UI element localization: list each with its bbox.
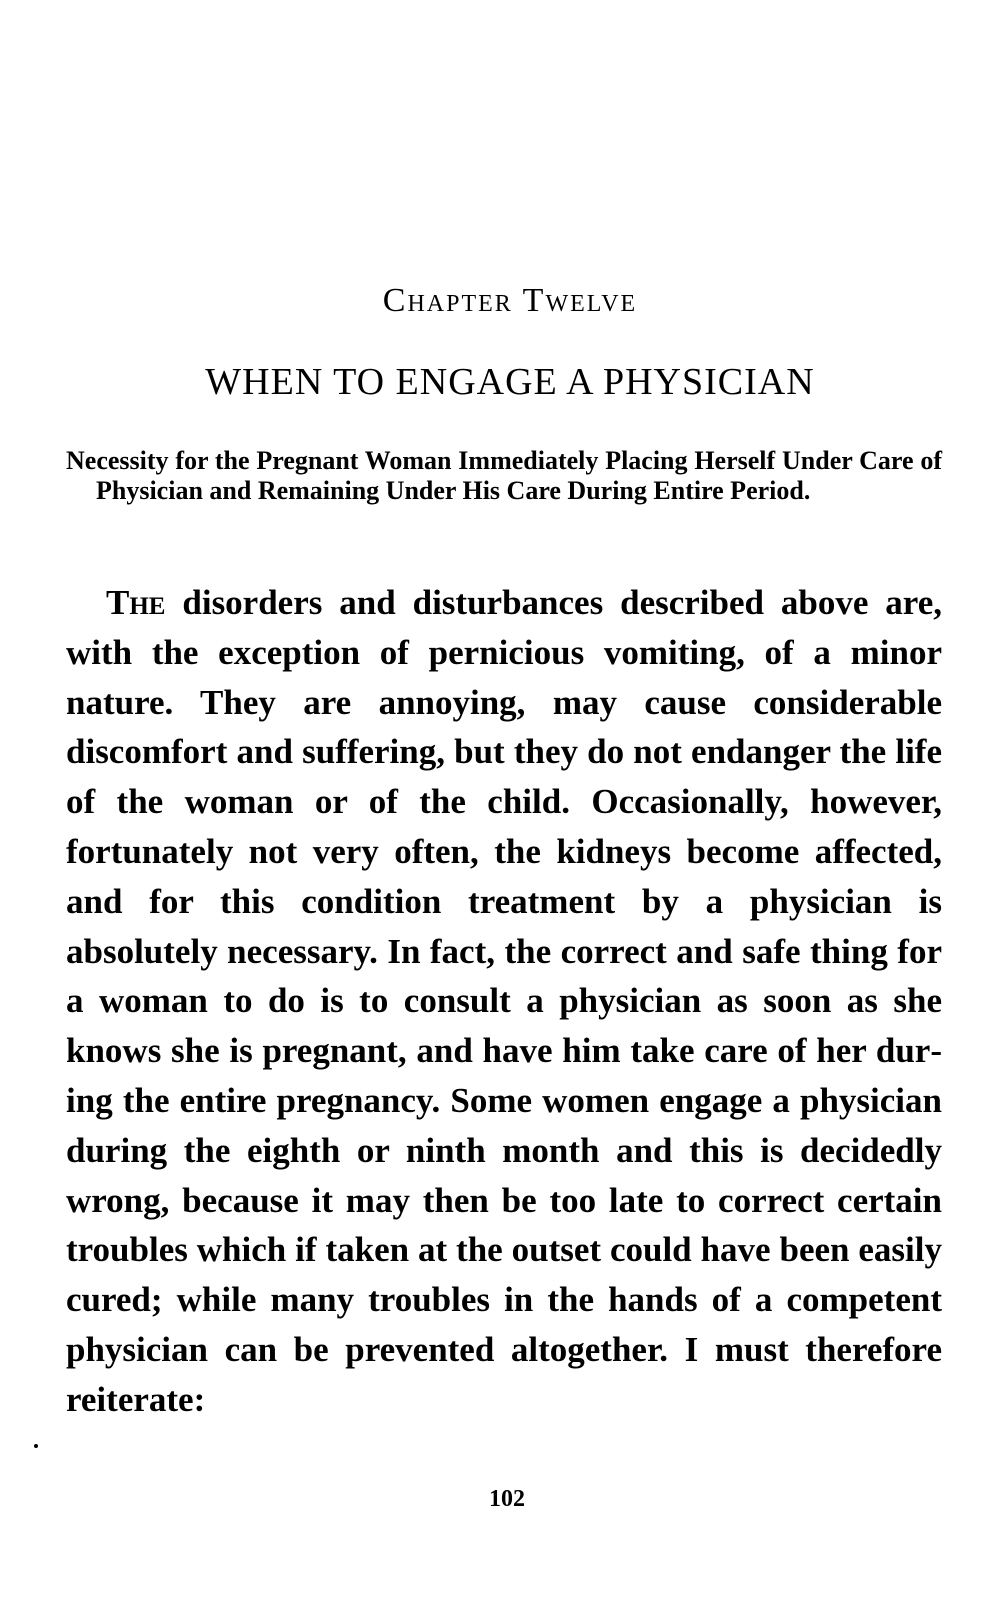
chapter-synopsis: Necessity for the Pregnant Woman Immediately Placing Herself Under Care of Physician and Remaining Under His Care During Entire Period. <box>66 446 942 505</box>
paragraph-text: disorders and disturbances described above are, with the exception of pernicious vomiting, of a minor nature. They are annoying, may cause considerable discomfort and suffering, but they do not endanger the life of the woman or of the child. Occasionally, however, fortunately not very often, the kidneys become affected, and for this condition treatment by a physician is absolutely necessary. In fact, the correct and safe thing for a woman to do is to consult a physician as soon as she knows she is pregnant, and have him take care of her during the entire pregnancy. Some women engage a physician during the eighth or ninth month and this is decidedly wrong, because it may then be too late to correct certain troubles which if taken at the outset could have been easily cured; while many troubles in the hands of a competent physician can be prevented altogether. I must therefore reiterate: <box>66 583 942 1419</box>
body-paragraph <box>66 578 942 1425</box>
chapter-title: WHEN TO ENGAGE A PHYSICIAN <box>205 361 815 403</box>
stray-ink-mark <box>34 1444 38 1448</box>
lead-word: The <box>106 583 166 622</box>
chapter-label: Chapter Twelve <box>382 282 638 319</box>
page-number: 102 <box>489 1486 525 1512</box>
